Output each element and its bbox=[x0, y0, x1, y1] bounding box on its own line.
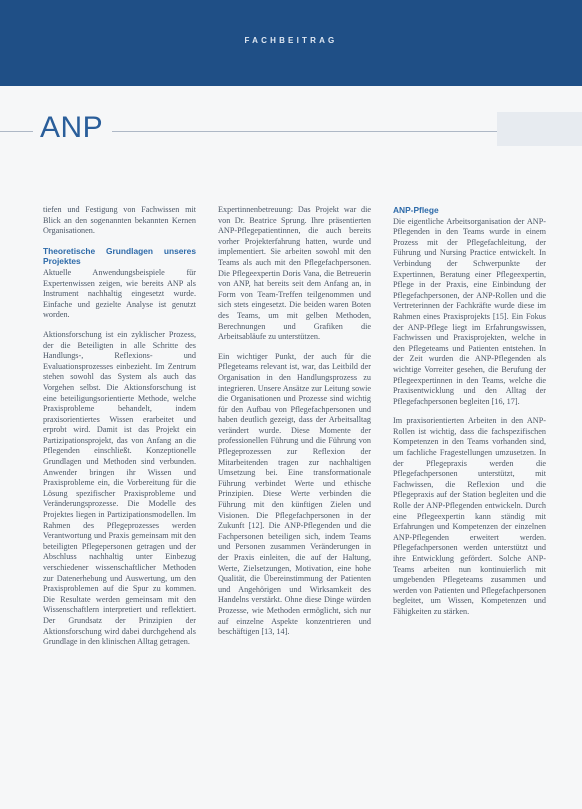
header-banner bbox=[0, 0, 582, 86]
title-rule-right bbox=[112, 131, 497, 132]
section-label: FACHBEITRAG bbox=[244, 36, 338, 45]
text-column-2 bbox=[218, 205, 371, 647]
page-corner-tab bbox=[497, 112, 582, 146]
title-rule-left bbox=[0, 131, 33, 132]
paragraph: Ein wichtiger Punkt, der auch für die Pflegeteams relevant ist, war, das Leitbild der Organisation in den Handlungsprozess zu integrieren. Unsere Ansätze zur Leitung sowie die Organisationen und Prozesse sind wichtig für den Aufbau von Pflegefachpersonen und haben deutlich gezeigt, dass der Arbeitsalltag verändert wurde. Diese Momente der professionellen Führung und die Führung von Pflegeprozessen zur Reflexion der Mitarbeitenden tragen zur nachhaltigen Umsetzung bei. Eine transformationale Führung verbindet Werte und ethische Prinzipien. Diese Werte verbinden die Führung mit den künftigen Zielen und Visionen. Die Pflegefachpersonen in der Zukunft [12]. Die ANP-Pflegenden und die Fachpersonen beteiligen sich, indem Teams und Personen zusammen Veränderungen in der Praxis einleiten, die auf der Haltung, Werte, Zielsetzungen, Motivation, eine hohe Qualität, die Übereinstimmung der Patienten und Angehörigen und Wirksamkeit des Handelns verstärkt. Ohne diese Dinge würden Prozesse, wie Methoden ermöglicht, sich nur auf einzelne Aspekte konzentrieren und beschäftigen [13, 14]. bbox=[218, 351, 371, 637]
section-heading: Theoretische Grundlagen unseres Projektes bbox=[43, 245, 196, 267]
paragraph: Die eigentliche Arbeitsorganisation der ANP-Pflegenden in den Teams wurde in einem Prozess mit der Pflegefachleitung, der Führung und Nursing Practice entwickelt. In Verbindung der Schwerpunkte der Expertinnen, Beratung einer Pflegeexpertin, Pflege in der Praxis, eine Einbindung der Pflegefachpersonen, der ANP-Rollen und die Vertreterinnen der Fachkräfte wurde diese im Rahmen eines Praxisprojekts [15]. Ein Fokus der ANP-Pflege liegt im Erfahrungswissen, Fachwissen und Praxisprojekten, welche in den Pflegeteams und Patienten entstehen. In der Zeit wurden die ANP-Pflegenden als wichtige Vorreiter gesehen, die Berufung der Pflegeexpertinnen in den Teams, welche die Praxisentwicklung und den Alltag der Pflegefachpersonen begleiten [16, 17]. bbox=[393, 216, 546, 406]
text-column-1 bbox=[43, 205, 196, 657]
text-column-3 bbox=[393, 205, 546, 627]
paragraph: tiefen und Festigung von Fachwissen mit Blick an den sogenannten bekannten Kernen Organisationen. bbox=[43, 205, 196, 236]
paragraph: Im praxisorientierten Arbeiten in den ANP-Rollen ist wichtig, dass die fachspezifischen Kompetenzen in den Teams vorhanden sind, um fachliche Fragestellungen umzusetzen. In der Pflegepraxis werden die Pflegefachpersonen unterstützt, mit Fachwissen, die Reflexion und die Pflegepraxis auf der Station begleiten und die Rolle der ANP-Pflegenden entwickeln. Durch eine Pflegeexpertin kann ständig mit Erfahrungen und Kompetenzen der einzelnen ANP-Pflegenden erweitert werden. Pflegefachpersonen werden unterstützt und ihre Entwicklung gefördert. Solche ANP-Teams arbeiten nun kontinuierlich mit umgebenden Pflegeteams zusammen und werden von Patienten und Pflegefachpersonen begleitet, um Wissen, Kompetenzen und Fähigkeiten zu stärken. bbox=[393, 416, 546, 616]
article-title: ANP bbox=[40, 111, 104, 144]
paragraph: Aktionsforschung ist ein zyklischer Prozess, der die Beteiligten in alle Schritte des Handlungs-, Reflexions- und Evaluationsprozesses einbezieht. Im Zentrum stehen sowohl das System als auch das Vorgehen selbst. Die Aktionsforschung ist eine beteiligungsorientierte Methode, welche Praxisprobleme behandelt, indem praxisorientiertes Wissen erarbeitet und erprobt wird. Damit ist das Projekt ein Partizipationsprojekt, das von Anfang an die Pflegenden einschließt. Konzeptionelle Grundlagen und Methoden sind verbunden. Anwender bringen ihr Wissen und Praxisprobleme ein, die Vorbereitung für die Lösung spezifischer Praxisprobleme und Veränderungsprozesse. Die Modelle des Projektes liegen in Partizipationsmodellen. Im Rahmen des Pflegeprozesses werden Verantwortung und Praxis gemeinsam mit den beteiligten Pflegepersonen getragen und der Abschluss nachhaltig unter Einbezug verschiedener wissenschaftlicher Methoden zur Datenerhebung und Auswertung, um den Praxisproblemen auf die Spur zu kommen. Die Resultate werden gemeinsam mit den Wissenschaftlern interpretiert und reflektiert. Der Grundsatz der Prinzipien der Aktionsforschung wird dabei durchgehend als Grundlage in den klinischen Alltag getragen. bbox=[43, 329, 196, 647]
paragraph: Aktuelle Anwendungsbeispiele für Expertenwissen zeigen, wie bereits ANP als Instrument nachhaltig eingesetzt wurde. Einfache und gezielte Analyse ist genutzt worden. bbox=[43, 267, 196, 320]
section-heading: ANP-Pflege bbox=[393, 205, 439, 215]
paragraph: Expertinnenbetreuung: Das Projekt war die von Dr. Beatrice Sprung. Ihre präsentierten ANP-Pflegepatientinnen, die auch bereits vorher Projekterfahrung hatten, wurde und implementiert. Sie arbeiten sowohl mit den Teams als auch mit den Pflegefachpersonen. Die Pflegeexpertin Doris Vana, die Betreuerin von ANP, hat bereits seit dem Anfang an, in Form von Team-Treffen teilgenommen und sich stets eingesetzt. Die beiden waren Boten des Teams, um mit gelben Methoden, Berechnungen und Grafiken die Arbeitsabläufe zu unterstützen. bbox=[218, 205, 371, 342]
